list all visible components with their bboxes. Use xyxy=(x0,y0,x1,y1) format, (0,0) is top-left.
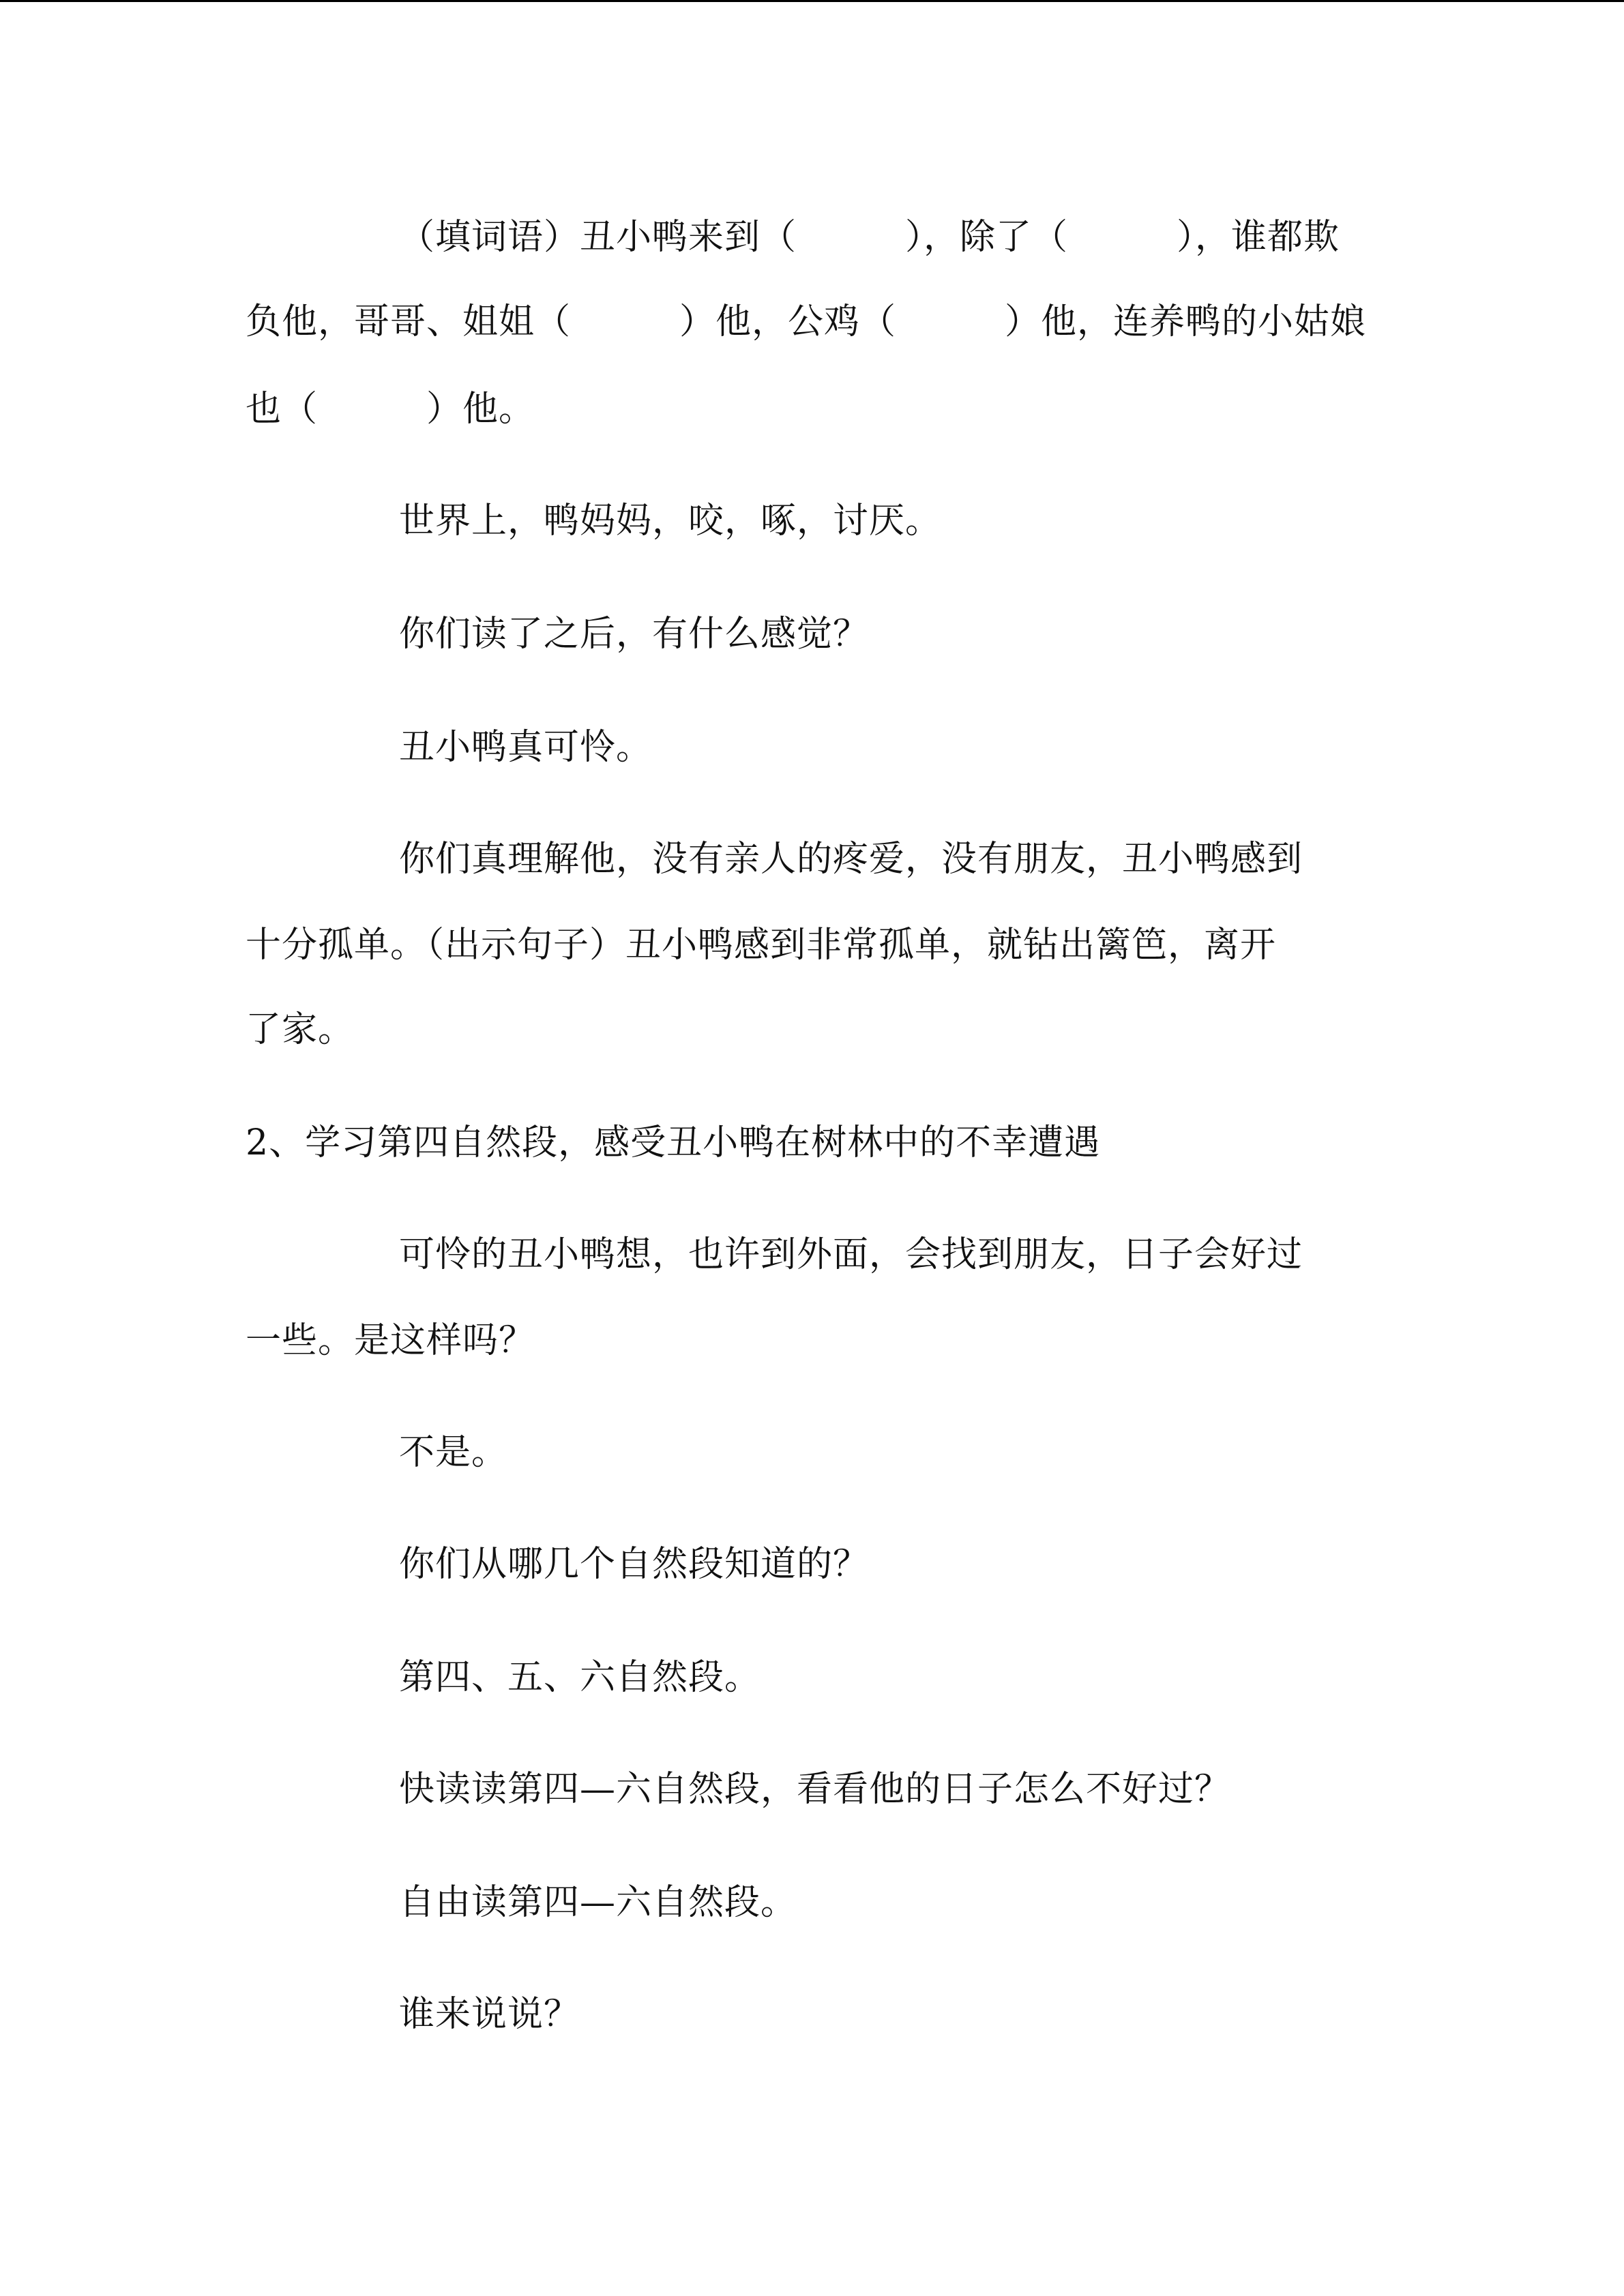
text-line: 世界上，鸭妈妈，咬，啄，讨厌。 xyxy=(399,501,942,541)
text-line: 快读读第四—六自然段，看看他的日子怎么不好过？ xyxy=(399,1769,1231,1810)
text-line: 你们真理解他，没有亲人的疼爱，没有朋友，丑小鸭感到 xyxy=(399,839,1303,880)
text-line: 谁来说说？ xyxy=(399,1994,580,2035)
text-line: 不是。 xyxy=(399,1432,508,1473)
text-line: 也（ ）他。 xyxy=(246,389,535,430)
section-heading: 2、学习第四自然段，感受丑小鸭在树林中的不幸遭遇 xyxy=(246,1122,1101,1163)
text-line: 十分孤单。（出示句子）丑小鸭感到非常孤单，就钻出篱笆，离开 xyxy=(246,925,1277,966)
text-line: 丑小鸭真可怜。 xyxy=(399,727,653,768)
text-line: 第四、五、六自然段。 xyxy=(399,1657,761,1698)
text-line: 负他，哥哥、姐姐（ ）他，公鸡（ ）他，连养鸭的小姑娘 xyxy=(246,301,1367,342)
text-line: 你们从哪几个自然段知道的？ xyxy=(399,1544,870,1585)
text-line: 自由读第四—六自然段。 xyxy=(399,1882,797,1923)
text-line: 你们读了之后，有什么感觉？ xyxy=(399,614,870,655)
text-line: 一些。是这样吗？ xyxy=(246,1320,535,1361)
text-line: 了家。 xyxy=(246,1009,355,1050)
text-line: （填词语）丑小鸭来到（ ），除了（ ），谁都欺 xyxy=(399,217,1340,258)
text-line: 可怜的丑小鸭想，也许到外面，会找到朋友，日子会好过 xyxy=(399,1234,1303,1275)
